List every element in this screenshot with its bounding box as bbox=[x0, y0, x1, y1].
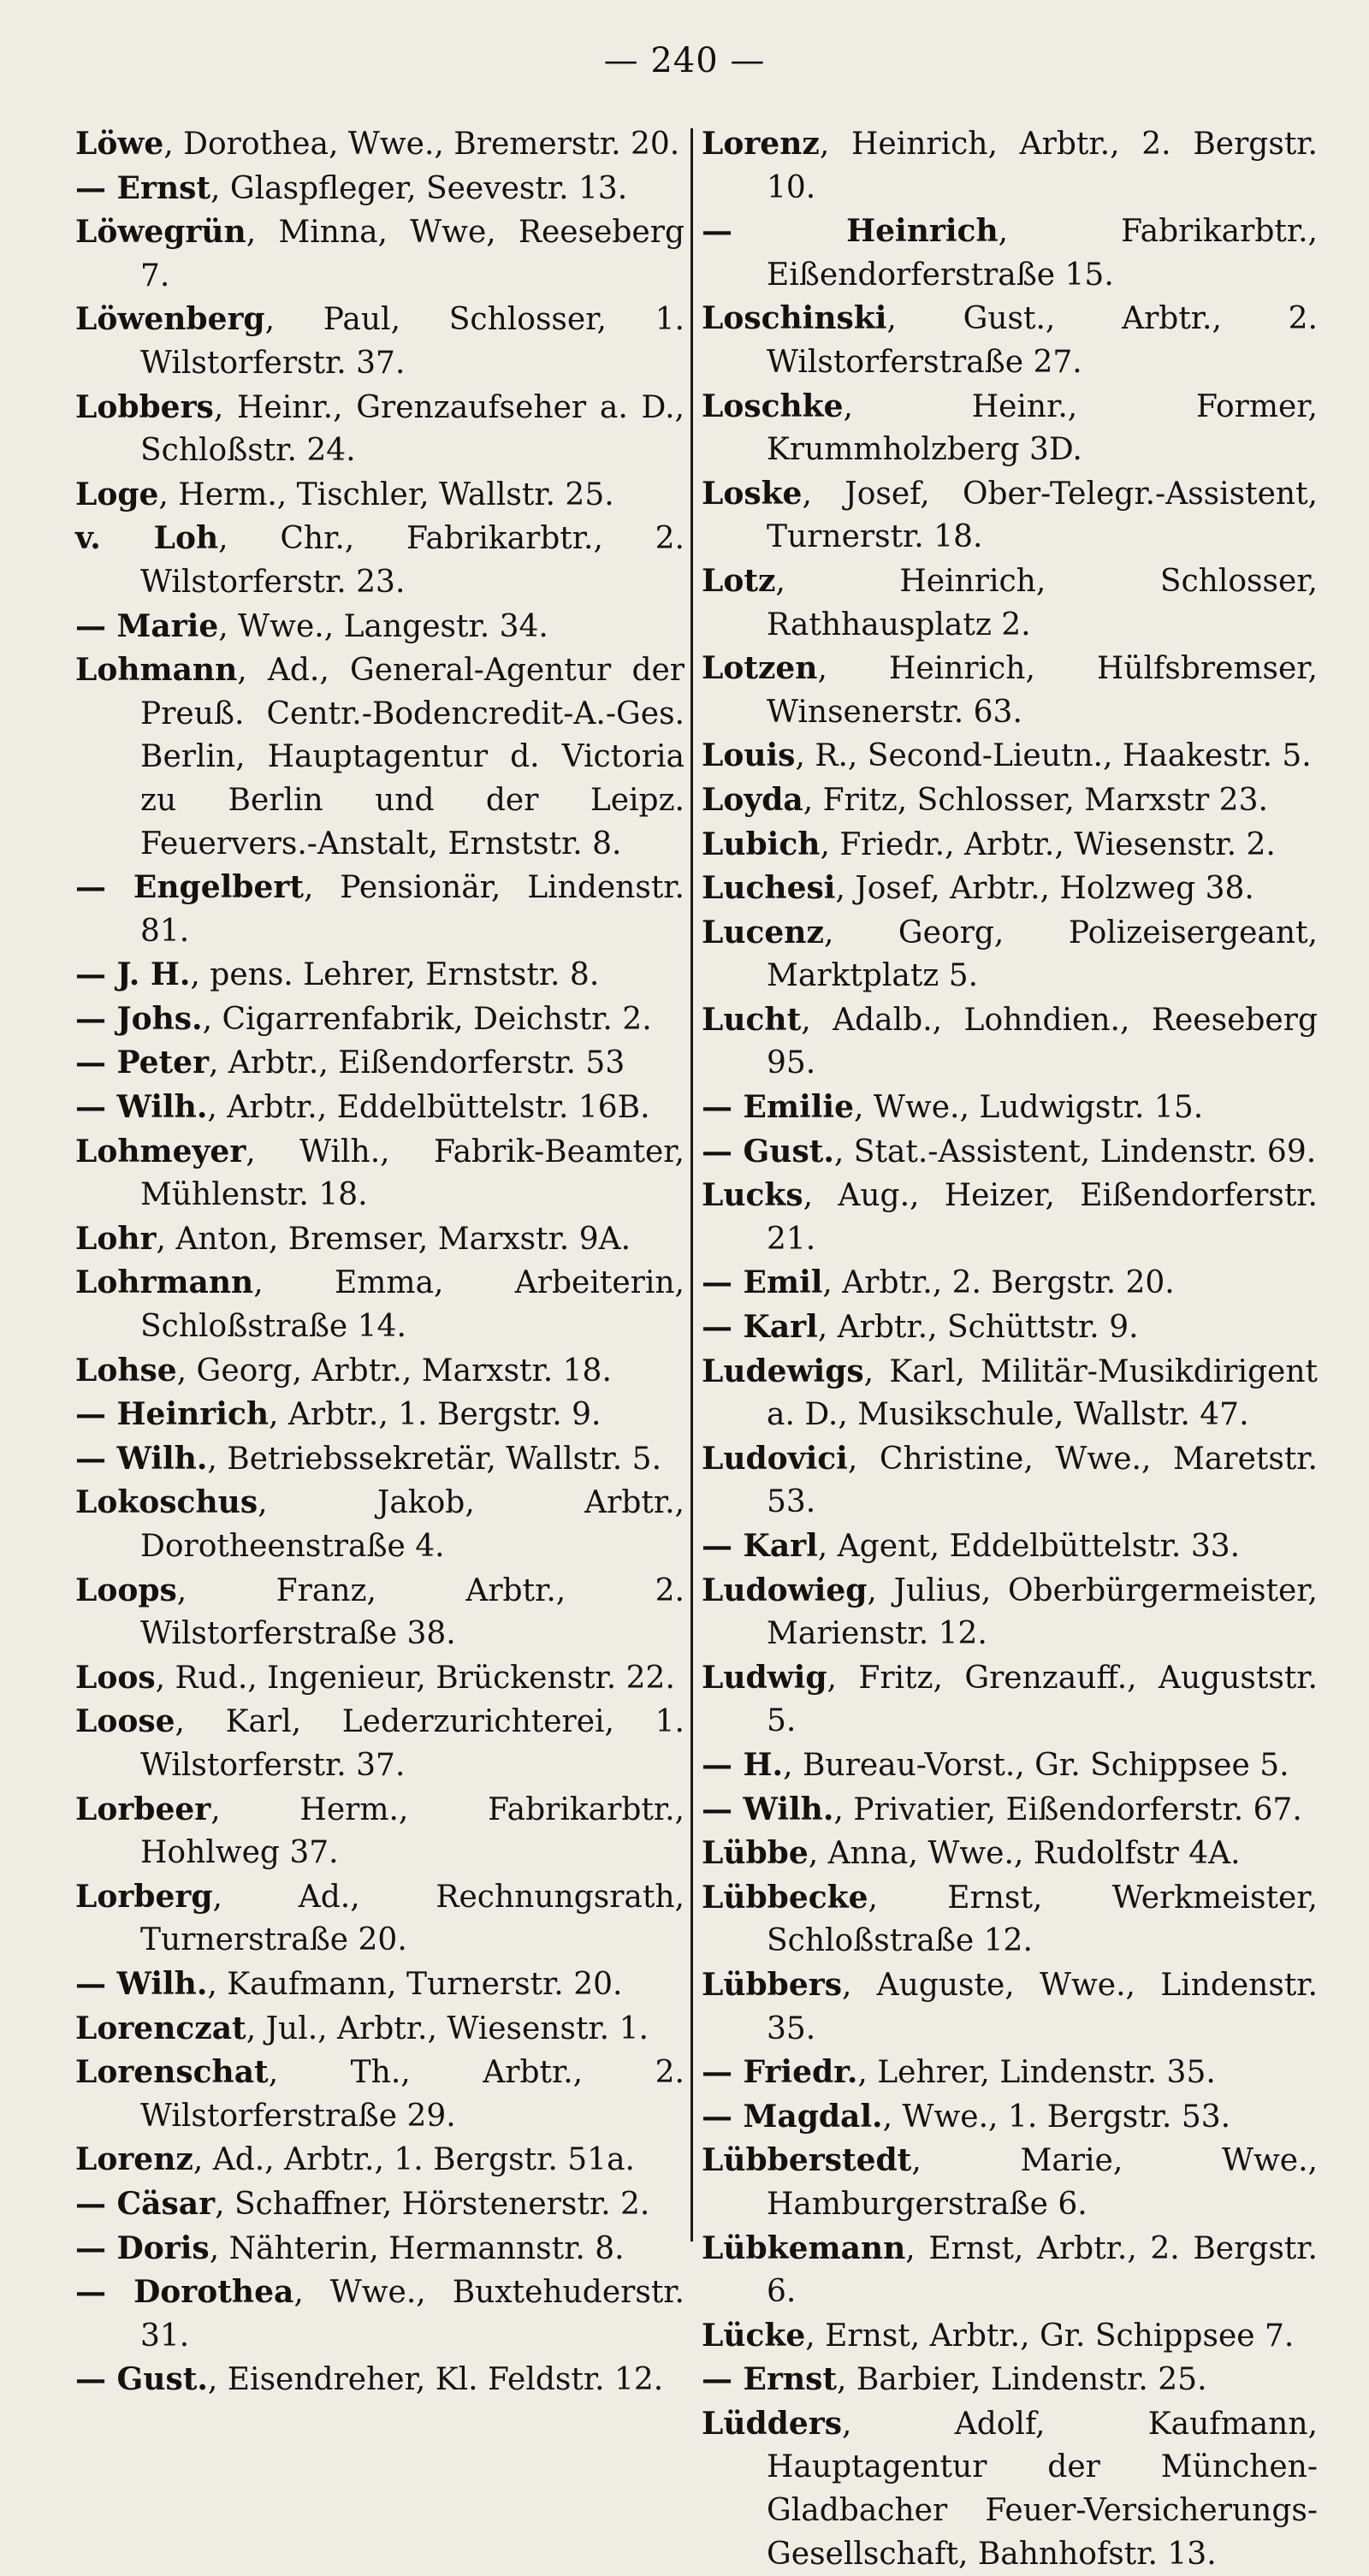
column-divider bbox=[690, 128, 693, 2241]
entry-name: — Karl bbox=[702, 1528, 818, 1564]
directory-entry bbox=[702, 1744, 1318, 1788]
entry-details: , Herm., Fabrikarbtr., Hohlweg 37. bbox=[140, 1791, 684, 1871]
entry-details: , Eisendreher, Kl. Feldstr. 12. bbox=[207, 2362, 664, 2398]
directory-entry bbox=[702, 1174, 1318, 1261]
directory-entry bbox=[75, 1963, 684, 2007]
entry-name: Lüdders bbox=[702, 2405, 842, 2442]
entry-name: Lübberstedt bbox=[702, 2142, 912, 2179]
entry-details: , Arbtr., Schüttstr. 9. bbox=[817, 1310, 1139, 1346]
entry-details: , Betriebssekretär, Wallstr. 5. bbox=[207, 1441, 662, 1477]
directory-entry bbox=[75, 2271, 684, 2358]
entry-name: — Engelbert bbox=[75, 869, 304, 906]
directory-entry bbox=[702, 1437, 1318, 1525]
entry-name: Lobbers bbox=[75, 388, 214, 425]
entry-details: , Ernst, Arbtr., Gr. Schippsee 7. bbox=[805, 2318, 1295, 2354]
entry-details: , Arbtr., Eißendorferstr. 53 bbox=[209, 1045, 625, 1081]
directory-entry bbox=[702, 1963, 1318, 2051]
entry-name: Löwe bbox=[75, 126, 164, 162]
entry-details: , Julius, Oberbürgermeister, Marienstr. 12. bbox=[767, 1572, 1318, 1652]
entry-name: Luchesi bbox=[702, 870, 836, 907]
entry-details: , Glaspfleger, Seevestr. 13. bbox=[210, 170, 628, 206]
directory-entry bbox=[75, 2138, 684, 2182]
directory-entry bbox=[75, 1569, 684, 1656]
directory-entry bbox=[702, 998, 1318, 1086]
entry-details: , Friedr., Arbtr., Wiesenstr. 2. bbox=[820, 826, 1276, 862]
entry-name: — Karl bbox=[702, 1309, 818, 1346]
directory-entry bbox=[75, 2051, 684, 2138]
entry-name: Loos bbox=[75, 1659, 156, 1696]
entry-details: , Aug., Heizer, Eißendorferstr. 21. bbox=[767, 1178, 1318, 1257]
entry-name: Loge bbox=[75, 476, 159, 512]
entry-details: , Wwe., Ludwigstr. 15. bbox=[854, 1090, 1204, 1126]
entry-details: , Nähterin, Hermannstr. 8. bbox=[209, 2230, 625, 2266]
entry-name: Lorenz bbox=[702, 126, 820, 162]
directory-entry bbox=[702, 1832, 1318, 1876]
entry-name: Lorenz bbox=[75, 2141, 193, 2178]
entry-name: Lohse bbox=[75, 1352, 177, 1389]
entry-name: — Cäsar bbox=[75, 2185, 216, 2222]
entry-details: , pens. Lehrer, Ernststr. 8. bbox=[190, 957, 600, 993]
entry-name: Loose bbox=[75, 1703, 175, 1740]
entry-details: , Cigarrenfabrik, Deichstr. 2. bbox=[202, 1001, 652, 1037]
directory-entry bbox=[702, 1350, 1318, 1437]
directory-entry bbox=[702, 2402, 1318, 2576]
entry-details: , Anton, Bremser, Marxstr. 9A. bbox=[156, 1221, 631, 1257]
entry-name: Ludewigs bbox=[702, 1353, 864, 1389]
directory-entry bbox=[702, 734, 1318, 779]
entry-details: , Fabrikarbtr., Eißendorferstraße 15. bbox=[767, 214, 1318, 293]
entry-name: Lotz bbox=[702, 562, 776, 599]
directory-entry bbox=[75, 210, 684, 298]
entry-name: Loyda bbox=[702, 781, 803, 818]
entry-details: , Pensionär, Lindenstr. 81. bbox=[140, 870, 684, 949]
left-column bbox=[75, 122, 684, 2402]
entry-name: Louis bbox=[702, 737, 796, 774]
directory-entry bbox=[702, 779, 1318, 823]
directory-entry bbox=[702, 560, 1318, 647]
directory-entry bbox=[702, 2358, 1318, 2402]
directory-entry bbox=[75, 1700, 684, 1787]
entry-details: , Gust., Arbtr., 2. Wilstorferstraße 27. bbox=[767, 301, 1318, 380]
entry-name: Lubich bbox=[702, 826, 821, 862]
entry-name: — Wilh. bbox=[75, 1440, 208, 1477]
directory-entry bbox=[702, 2095, 1318, 2140]
entry-name: Lohmann bbox=[75, 652, 238, 689]
entry-details: , Kaufmann, Turnerstr. 20. bbox=[207, 1966, 623, 2002]
entry-details: , Arbtr., Eddelbüttelstr. 16B. bbox=[207, 1090, 650, 1126]
entry-name: Lohr bbox=[75, 1220, 157, 1257]
directory-entry bbox=[702, 1876, 1318, 1963]
directory-entry bbox=[75, 2007, 684, 2052]
entry-name: — Wilh. bbox=[702, 1791, 834, 1827]
directory-entry bbox=[75, 1041, 684, 1086]
entry-details: , Anna, Wwe., Rudolfstr 4A. bbox=[808, 1836, 1241, 1872]
directory-entry bbox=[702, 911, 1318, 998]
entry-name: — Ernst bbox=[75, 169, 211, 206]
entry-name: Lohmeyer bbox=[75, 1133, 246, 1170]
entry-details: , Privatier, Eißendorferstr. 67. bbox=[833, 1791, 1302, 1827]
directory-entry bbox=[702, 1086, 1318, 1130]
entry-name: Ludovici bbox=[702, 1440, 848, 1477]
directory-entry bbox=[75, 1261, 684, 1348]
entry-details: , Minna, Wwe, Reeseberg 7. bbox=[140, 215, 684, 293]
entry-details: , Georg, Polizeisergeant, Marktplatz 5. bbox=[767, 915, 1318, 994]
entry-name: Lorbeer bbox=[75, 1791, 211, 1827]
entry-details: , Wwe., Buxtehuderstr. 31. bbox=[140, 2275, 684, 2354]
entry-name: — Magdal. bbox=[702, 2098, 883, 2135]
entry-name: Loops bbox=[75, 1572, 177, 1608]
directory-entry bbox=[702, 1788, 1318, 1833]
directory-entry bbox=[75, 473, 684, 518]
entry-name: — Peter bbox=[75, 1045, 210, 1081]
entry-name: — Friedr. bbox=[702, 2054, 858, 2091]
entry-name: Lorenschat bbox=[75, 2054, 269, 2091]
directory-entry bbox=[75, 1349, 684, 1394]
directory-entry bbox=[75, 1437, 684, 1482]
entry-details: , Ernst, Arbtr., 2. Bergstr. 6. bbox=[767, 2230, 1318, 2310]
entry-details: , Fritz, Grenzauff., Auguststr. 5. bbox=[767, 1660, 1318, 1739]
directory-entry bbox=[75, 953, 684, 998]
entry-name: Lorberg bbox=[75, 1878, 213, 1915]
entry-details: , Rud., Ingenieur, Brückenstr. 22. bbox=[155, 1660, 675, 1696]
directory-entry bbox=[702, 385, 1318, 472]
entry-name: — Gust. bbox=[702, 1133, 834, 1170]
entry-details: , Chr., Fabrikarbtr., 2. Wilstorferstr. 23. bbox=[140, 521, 684, 600]
directory-entry bbox=[75, 1875, 684, 1963]
entry-details: , Herm., Tischler, Wallstr. 25. bbox=[158, 477, 614, 512]
directory-entry bbox=[75, 2182, 684, 2227]
directory-entry bbox=[75, 866, 684, 953]
entry-details: , Franz, Arbtr., 2. Wilstorferstraße 38. bbox=[140, 1572, 684, 1652]
directory-entry bbox=[75, 605, 684, 649]
directory-entry bbox=[75, 2358, 684, 2402]
directory-entry bbox=[75, 1130, 684, 1217]
entry-details: , Wwe., Langestr. 34. bbox=[218, 608, 548, 644]
entry-details: , Heinrich, Schlosser, Rathhausplatz 2. bbox=[767, 563, 1318, 643]
entry-name: Lübkemann bbox=[702, 2230, 906, 2266]
entry-details: , Ad., Rechnungsrath, Turnerstraße 20. bbox=[140, 1879, 684, 1958]
right-column bbox=[702, 122, 1318, 2576]
entry-details: , Dorothea, Wwe., Bremerstr. 20. bbox=[163, 127, 680, 162]
directory-entry bbox=[75, 517, 684, 604]
directory-entry bbox=[702, 1525, 1318, 1569]
entry-details: , Heinr., Grenzaufseher a. D., Schloßstr. 24. bbox=[140, 389, 684, 469]
entry-name: Lokoschus bbox=[75, 1484, 258, 1521]
entry-name: Lucenz bbox=[702, 914, 824, 950]
directory-entry bbox=[75, 1393, 684, 1437]
directory-entry bbox=[702, 210, 1318, 297]
directory-entry bbox=[75, 1481, 684, 1568]
entry-name: — H. bbox=[702, 1746, 784, 1783]
entry-details: , Jakob, Arbtr., Dorotheenstraße 4. bbox=[140, 1485, 684, 1564]
directory-entry bbox=[702, 2051, 1318, 2095]
directory-entry bbox=[702, 1306, 1318, 1350]
entry-details: , Agent, Eddelbüttelstr. 33. bbox=[817, 1529, 1241, 1564]
entry-name: v. Loh bbox=[75, 520, 219, 557]
entry-name: — Wilh. bbox=[75, 1089, 208, 1126]
directory-entry bbox=[702, 2227, 1318, 2314]
entry-name: — Emil bbox=[702, 1264, 823, 1301]
entry-name: Ludwig bbox=[702, 1659, 827, 1696]
directory-entry bbox=[75, 122, 684, 167]
entry-name: Lücke bbox=[702, 2317, 806, 2354]
entry-details: , Josef, Arbtr., Holzweg 38. bbox=[835, 871, 1254, 907]
entry-details: , Heinrich, Arbtr., 2. Bergstr. 10. bbox=[767, 127, 1318, 205]
entry-name: Lohrmann bbox=[75, 1264, 254, 1301]
entry-details: , Wilh., Fabrik-Beamter, Mühlenstr. 18. bbox=[140, 1134, 684, 1213]
directory-entry bbox=[702, 1569, 1318, 1656]
entry-details: , Barbier, Lindenstr. 25. bbox=[837, 2362, 1207, 2398]
entry-details: , Karl, Militär-Musikdirigent a. D., Musikschule, Wallstr. 47. bbox=[767, 1353, 1318, 1433]
directory-entry bbox=[702, 1261, 1318, 1306]
directory-entry bbox=[702, 823, 1318, 868]
directory-entry bbox=[702, 867, 1318, 911]
entry-details: , Georg, Arbtr., Marxstr. 18. bbox=[176, 1353, 612, 1389]
entry-name: Lübbe bbox=[702, 1835, 809, 1872]
directory-entry bbox=[702, 122, 1318, 210]
entry-name: — Ernst bbox=[702, 2361, 838, 2398]
directory-entry bbox=[75, 167, 684, 211]
directory-entry bbox=[702, 297, 1318, 384]
entry-name: Loschke bbox=[702, 388, 844, 424]
directory-entry bbox=[75, 1086, 684, 1130]
entry-details: , Fritz, Schlosser, Marxstr 23. bbox=[803, 782, 1268, 818]
entry-details: , Stat.-Assistent, Lindenstr. 69. bbox=[833, 1134, 1317, 1170]
directory-entry bbox=[75, 998, 684, 1042]
entry-name: — Heinrich bbox=[702, 213, 999, 250]
entry-details: , Ad., Arbtr., 1. Bergstr. 51a. bbox=[193, 2142, 635, 2178]
directory-entry bbox=[75, 648, 684, 866]
entry-details: , Josef, Ober-Telegr.-Assistent, Turnerstr. 18. bbox=[767, 476, 1318, 555]
entry-details: , Th., Arbtr., 2. Wilstorferstraße 29. bbox=[140, 2055, 684, 2134]
directory-entry bbox=[702, 1656, 1318, 1744]
entry-details: , Wwe., 1. Bergstr. 53. bbox=[882, 2099, 1231, 2135]
entry-details: , Ad., General-Agentur der Preuß. Centr.-Bodencredit-A.-Ges. Berlin, Hauptagentur d. Victoria zu Berlin und der Leipz. Feuervers.-Anstalt, Ernststr. 8. bbox=[140, 653, 684, 862]
directory-entry bbox=[702, 647, 1318, 734]
entry-details: , R., Second-Lieutn., Haakestr. 5. bbox=[795, 738, 1312, 774]
directory-entry bbox=[75, 386, 684, 473]
entry-details: , Lehrer, Lindenstr. 35. bbox=[857, 2055, 1216, 2091]
entry-name: Lübbers bbox=[702, 1966, 842, 2003]
entry-name: — Doris bbox=[75, 2230, 210, 2266]
entry-name: Lotzen bbox=[702, 650, 818, 687]
directory-entry bbox=[702, 472, 1318, 560]
directory-entry bbox=[75, 2227, 684, 2271]
directory-entry bbox=[75, 1788, 684, 1875]
entry-details: , Karl, Lederzurichterei, 1. Wilstorferstr. 37. bbox=[140, 1704, 684, 1783]
directory-entry bbox=[75, 1217, 684, 1262]
directory-entry bbox=[75, 1656, 684, 1701]
entry-name: — Johs. bbox=[75, 1000, 203, 1037]
entry-name: Loschinski bbox=[702, 300, 887, 337]
entry-details: , Heinr., Former, Krummholzberg 3D. bbox=[767, 388, 1318, 468]
directory-entry bbox=[702, 2139, 1318, 2226]
entry-details: , Bureau-Vorst., Gr. Schippsee 5. bbox=[783, 1747, 1289, 1783]
entry-details: , Paul, Schlosser, 1. Wilstorferstr. 37. bbox=[140, 302, 684, 381]
entry-name: Löwegrün bbox=[75, 214, 246, 251]
entry-details: , Schaffner, Hörstenerstr. 2. bbox=[215, 2186, 650, 2222]
entry-name: Löwenberg bbox=[75, 301, 265, 338]
entry-details: , Adolf, Kaufmann, Hauptagentur der München-Gladbacher Feuer-Versicherungs-Gesellschaft, Bahnhofstr. 13. bbox=[767, 2406, 1318, 2572]
entry-name: — Emilie bbox=[702, 1089, 854, 1126]
entry-name: Lucht bbox=[702, 1001, 802, 1038]
entry-details: , Arbtr., 2. Bergstr. 20. bbox=[822, 1265, 1175, 1301]
entry-details: , Christine, Wwe., Maretstr. 53. bbox=[767, 1441, 1318, 1520]
entry-details: , Adalb., Lohndien., Reeseberg 95. bbox=[767, 1002, 1318, 1081]
entry-name: — Heinrich bbox=[75, 1396, 270, 1433]
entry-name: — Gust. bbox=[75, 2361, 208, 2398]
entry-name: — J. H. bbox=[75, 956, 191, 993]
entry-details: , Jul., Arbtr., Wiesenstr. 1. bbox=[246, 2010, 649, 2046]
entry-details: , Marie, Wwe., Hamburgerstraße 6. bbox=[767, 2143, 1318, 2222]
entry-name: Lorenczat bbox=[75, 2010, 246, 2046]
directory-entry bbox=[702, 1130, 1318, 1175]
entry-name: — Wilh. bbox=[75, 1965, 208, 2002]
entry-details: , Arbtr., 1. Bergstr. 9. bbox=[269, 1397, 602, 1433]
directory-entry bbox=[75, 298, 684, 385]
entry-name: — Marie bbox=[75, 607, 219, 644]
entry-name: Lübbecke bbox=[702, 1879, 868, 1916]
entry-details: , Emma, Arbeiterin, Schloßstraße 14. bbox=[140, 1265, 684, 1345]
entry-name: Loske bbox=[702, 475, 803, 512]
entry-details: , Heinrich, Hülfsbremser, Winsenerstr. 63. bbox=[767, 651, 1318, 730]
entry-details: , Auguste, Wwe., Lindenstr. 35. bbox=[767, 1967, 1318, 2046]
page-number: — 240 — bbox=[603, 41, 766, 80]
entry-name: Ludowieg bbox=[702, 1572, 868, 1608]
entry-name: Lucks bbox=[702, 1177, 803, 1214]
entry-name: — Dorothea bbox=[75, 2274, 294, 2311]
entry-details: , Ernst, Werkmeister, Schloßstraße 12. bbox=[767, 1880, 1318, 1959]
directory-entry bbox=[702, 2314, 1318, 2359]
